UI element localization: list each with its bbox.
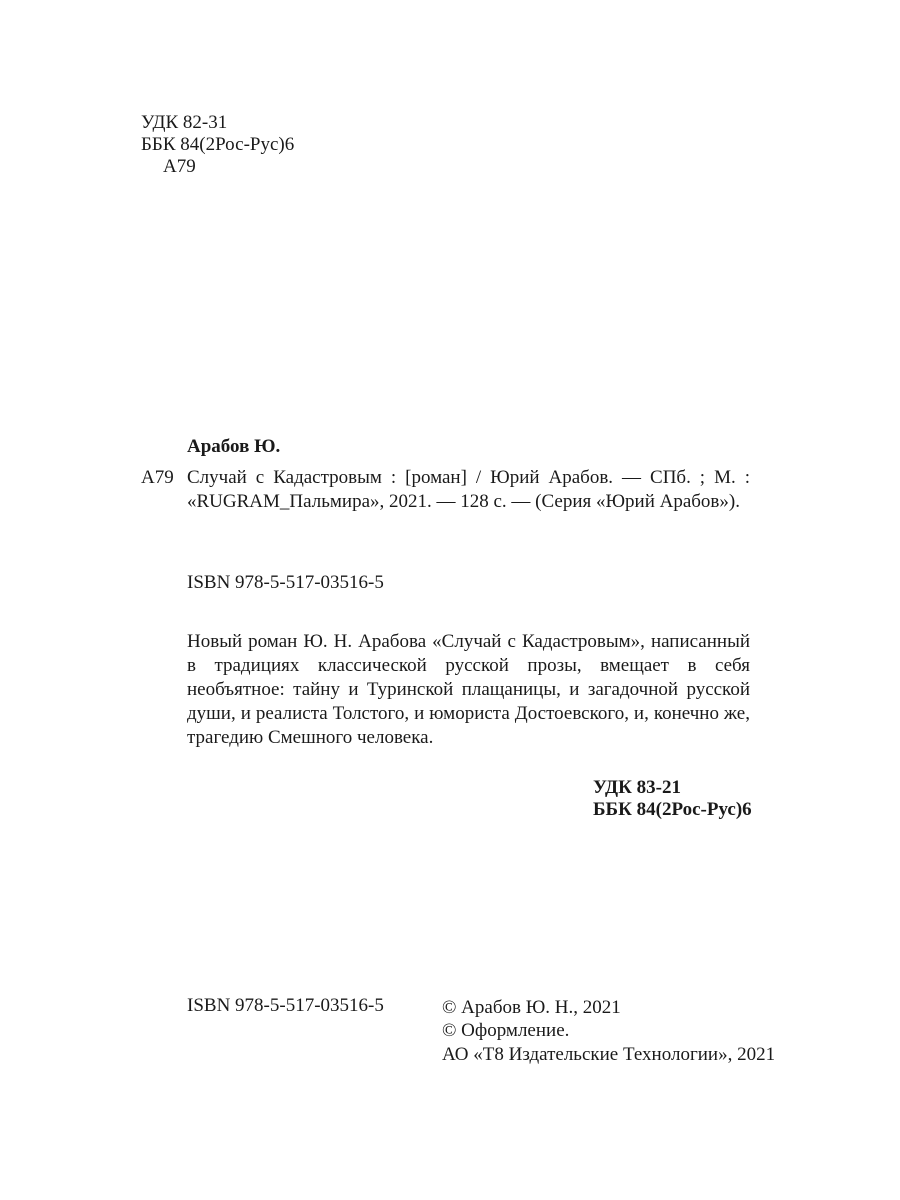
record-author-mark: А79 xyxy=(141,467,174,488)
record-isbn: ISBN 978-5-517-03516-5 xyxy=(187,572,384,593)
bbk-code-bottom: ББК 84(2Рос-Рус)6 xyxy=(593,799,752,820)
record-author: Арабов Ю. xyxy=(187,436,281,457)
udk-code-bottom: УДК 83-21 xyxy=(593,777,681,798)
udk-code-top: УДК 82-31 xyxy=(141,112,228,133)
design-copyright: © Оформление. xyxy=(442,1020,570,1041)
publisher-copyright: АО «Т8 Издательские Технологии», 2021 xyxy=(442,1044,776,1065)
record-description xyxy=(187,466,750,514)
annotation-text: Новый роман Ю. Н. Арабова «Случай с Кадастровым», написанный в традициях классической русской прозы, вмещает в себя необъятное: тайну и Туринской плащаницы, и загадочной русской души, и реалиста Толстого, и юмориста Достоевского, и, конечно же, трагедию Смешного человека. xyxy=(187,631,750,748)
bbk-code-top: ББК 84(2Рос-Рус)6 xyxy=(141,134,295,155)
record-description-rest: М. : «RUGRAM_Пальмира», 2021. — 128 с. — (Серия «Юрий Арабов»). xyxy=(187,467,750,512)
author-mark-top: А79 xyxy=(163,156,196,177)
copyright-isbn: ISBN 978-5-517-03516-5 xyxy=(187,995,384,1016)
record-description-first: Случай с Кадастровым : [роман] / Юрий Арабов. — СПб. ; xyxy=(187,467,706,488)
author-copyright: © Арабов Ю. Н., 2021 xyxy=(442,997,621,1018)
